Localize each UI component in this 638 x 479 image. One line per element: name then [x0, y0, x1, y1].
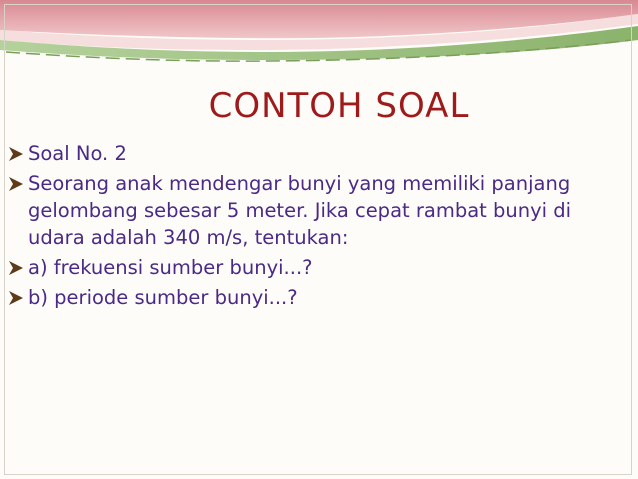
slide-content [8, 140, 608, 314]
arrow-bullet-icon [8, 176, 24, 192]
bullet-item [8, 140, 608, 167]
bullet-text: b) periode sumber bunyi...? [28, 286, 298, 309]
bullet-item [8, 284, 608, 311]
bullet-item [8, 254, 608, 281]
arrow-bullet-icon [8, 146, 24, 162]
bullet-text: a) frekuensi sumber bunyi...? [28, 256, 313, 279]
bullet-item [8, 170, 608, 251]
header-decoration [0, 0, 638, 62]
slide-title: CONTOH SOAL [208, 86, 470, 126]
bullet-text: Soal No. 2 [28, 142, 127, 165]
arrow-bullet-icon [8, 290, 24, 306]
bullet-text: Seorang anak mendengar bunyi yang memiliki panjang gelombang sebesar 5 meter. Jika cepat rambat bunyi di udara adalah 340 m/s, tentukan: [28, 172, 572, 249]
arrow-bullet-icon [8, 260, 24, 276]
